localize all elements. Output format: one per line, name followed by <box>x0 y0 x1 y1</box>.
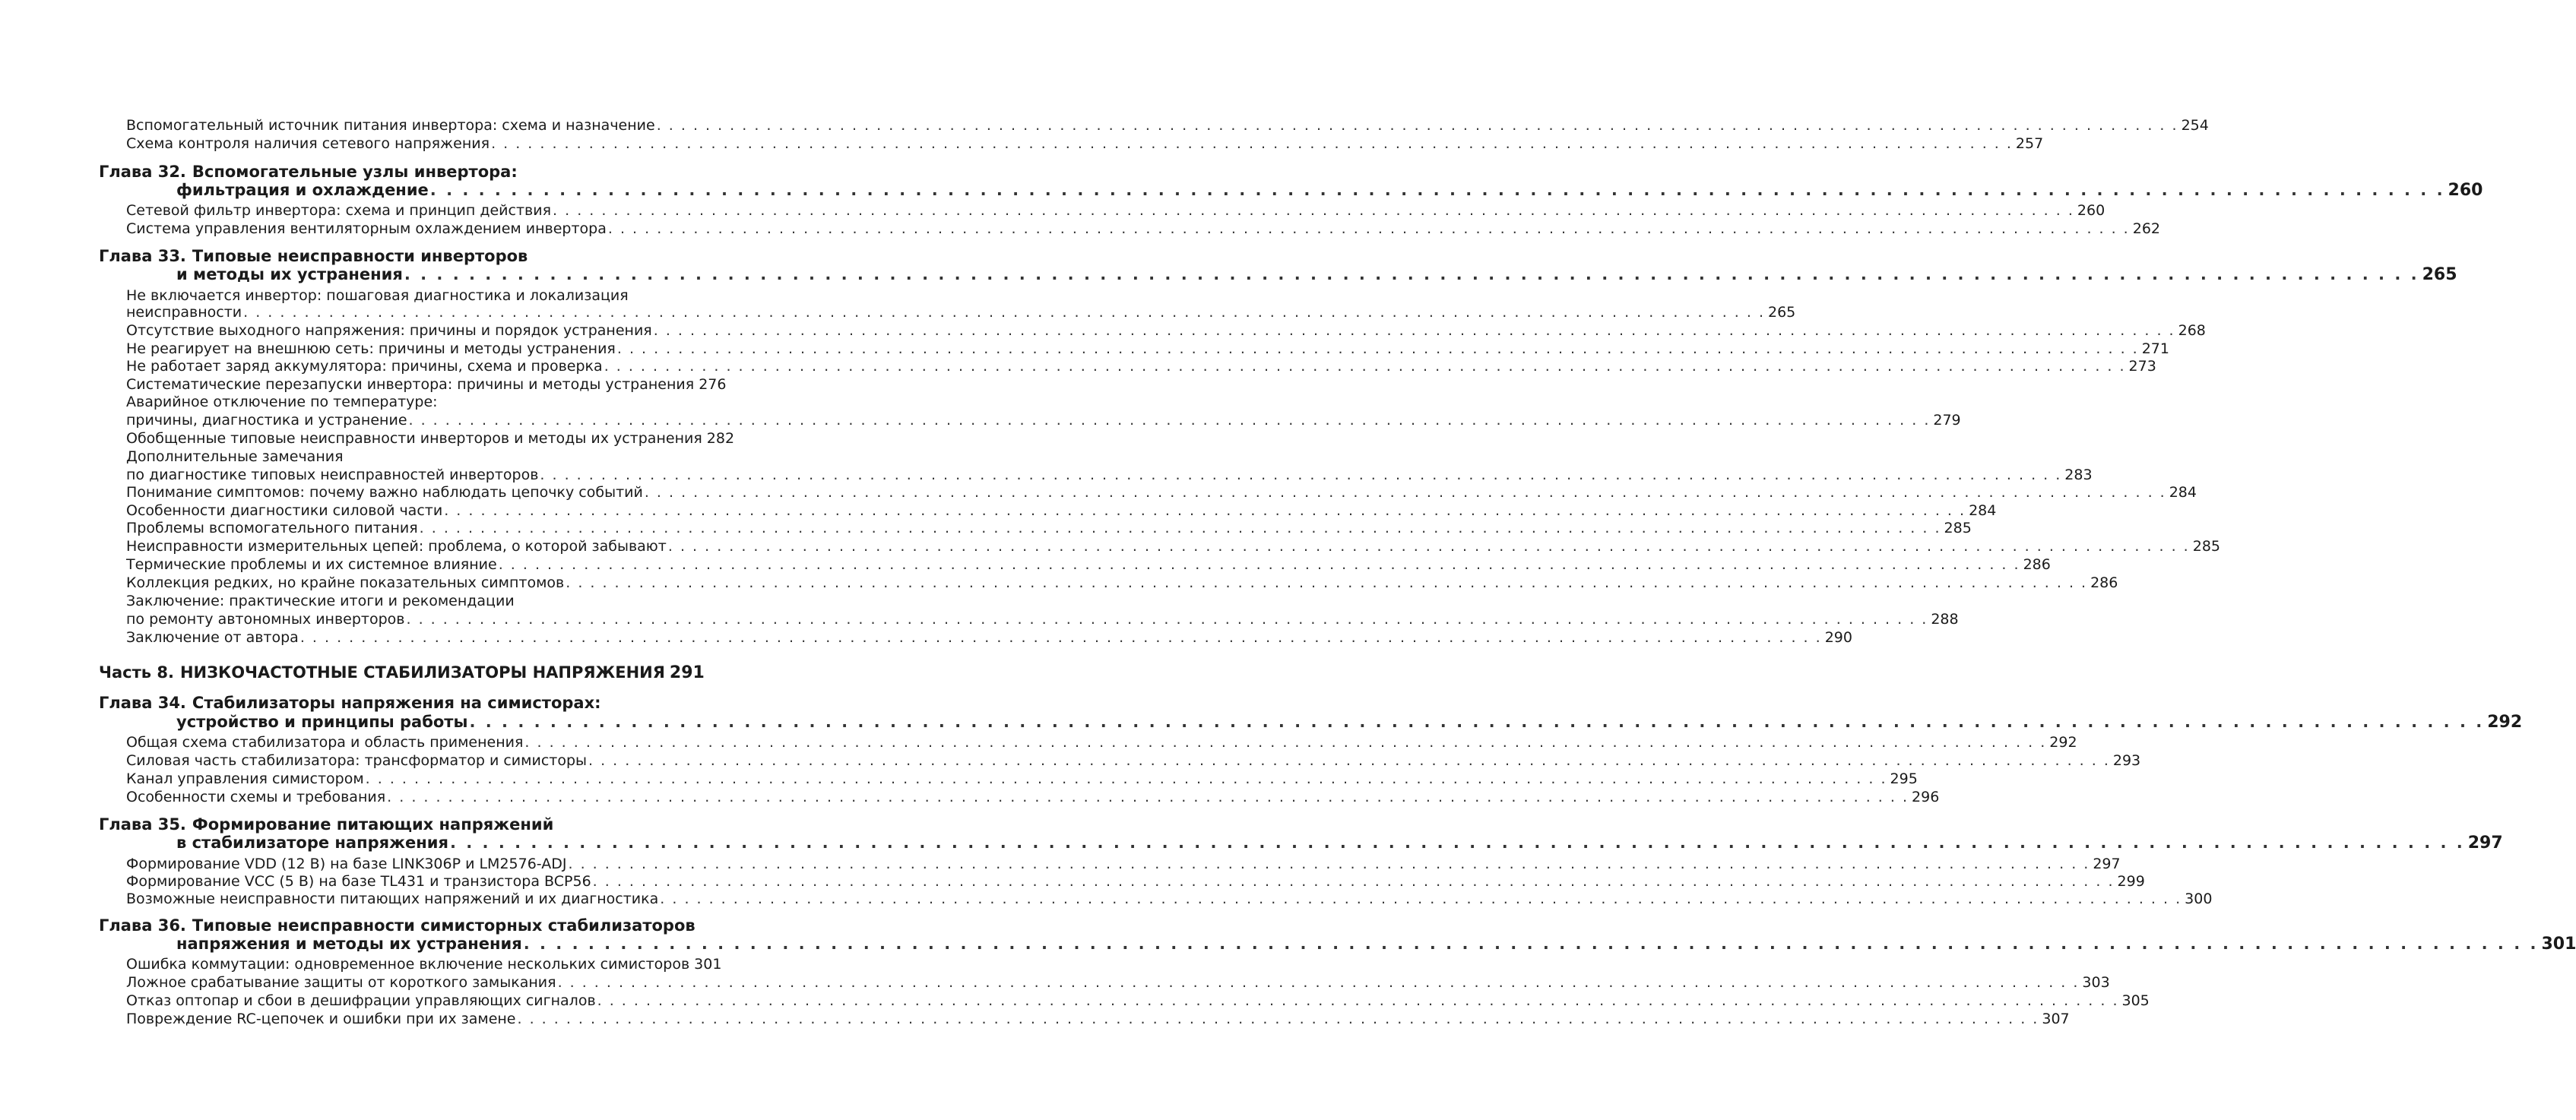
toc-entry-title: Понимание симптомов: почему важно наблюдать цепочку событий <box>126 484 643 501</box>
chapter-title-line2: устройство и принципы работы <box>176 713 468 731</box>
dot-leader <box>409 412 1931 429</box>
toc-entry[interactable] <box>126 467 2093 483</box>
toc-page-number: 254 <box>2181 117 2209 134</box>
toc-entry-title: неисправности <box>126 304 242 321</box>
toc-entry-title: Термические проблемы и их системное влияние <box>126 556 497 573</box>
dot-leader <box>608 220 2130 237</box>
toc-entry-line <box>126 394 703 410</box>
toc-entry[interactable] <box>126 1011 2070 1027</box>
part-heading[interactable] <box>99 663 703 682</box>
toc-entry-title: Возможные неисправности питающих напряжений и их диагностика <box>126 891 659 907</box>
toc-page-number: 297 <box>2467 834 2503 853</box>
toc-entry-line <box>126 448 703 465</box>
toc-entry[interactable] <box>126 789 1940 805</box>
chapter-heading[interactable] <box>99 916 703 935</box>
toc-entry[interactable] <box>126 956 722 973</box>
toc-page-number: 262 <box>2132 220 2160 237</box>
dot-leader <box>518 1011 2039 1027</box>
toc-page-number: 307 <box>2042 1011 2070 1027</box>
chapter-heading-line2 <box>176 265 2457 284</box>
toc-entry-title: Формирование VDD (12 В) на базе LINK306P и LM2576-ADJ <box>126 856 567 872</box>
toc-entry[interactable] <box>126 629 1852 646</box>
toc-page-number: 285 <box>1944 520 1972 536</box>
toc-entry-title: Формирование VCC (5 В) на базе TL431 и транзистора BCP56 <box>126 873 591 890</box>
toc-entry[interactable] <box>126 974 2110 991</box>
toc-page-number: 276 <box>699 376 727 393</box>
dot-leader <box>444 502 1966 519</box>
toc-page-number: 283 <box>2064 467 2093 483</box>
dot-leader <box>568 856 2090 872</box>
dot-leader <box>558 974 2080 991</box>
toc-entry-title: Силовая часть стабилизатора: трансформатор и симисторы <box>126 752 588 769</box>
dot-leader <box>469 713 2484 731</box>
toc-page-number: 305 <box>2121 992 2150 1009</box>
toc-page-number: 285 <box>2192 538 2220 555</box>
chapter-label: Глава 34. <box>99 694 186 712</box>
toc-entry-title: Аварийное отключение по температуре: <box>126 394 438 410</box>
dot-leader <box>387 789 1909 805</box>
chapter-heading[interactable] <box>99 163 703 181</box>
chapter-heading-line2 <box>176 935 2576 954</box>
toc-entry-title: Дополнительные замечания <box>126 448 344 465</box>
toc-entry[interactable] <box>126 611 1959 628</box>
chapter-title-line2: напряжения и методы их устранения <box>176 935 522 953</box>
toc-entry[interactable] <box>126 340 2169 357</box>
toc-entry[interactable] <box>126 376 727 393</box>
toc-entry-title: Обобщенные типовые неисправности инверторов и методы их устранения <box>126 430 702 447</box>
toc-page-number: 279 <box>1933 412 1961 429</box>
toc-page-number: 257 <box>2015 135 2044 152</box>
toc-entry-title: Не работает заряд аккумулятора: причины, схема и проверка <box>126 358 603 375</box>
dot-leader <box>668 538 2190 555</box>
dot-leader <box>597 992 2119 1009</box>
chapter-title-line2: и методы их устранения <box>176 265 403 283</box>
toc-entry[interactable] <box>126 734 2077 751</box>
chapter-title-line1: Формирование питающих напряжений <box>192 815 554 834</box>
toc-entry[interactable] <box>126 992 2150 1009</box>
toc-entry-title: Особенности схемы и требования <box>126 789 386 805</box>
toc-entry-title: Повреждение RC-цепочек и ошибки при их замене <box>126 1011 516 1027</box>
toc-entry[interactable] <box>126 538 2220 555</box>
toc-page-number: 265 <box>1768 304 1796 321</box>
toc-entry[interactable] <box>126 520 1972 536</box>
toc-entry-line <box>126 287 703 304</box>
dot-leader <box>366 770 1887 787</box>
toc-entry[interactable] <box>126 430 735 447</box>
chapter-label: Глава 33. <box>99 247 186 265</box>
dot-leader <box>588 752 2110 769</box>
toc-entry[interactable] <box>126 322 2206 339</box>
toc-entry[interactable] <box>126 220 2160 237</box>
chapter-title-line1: Стабилизаторы напряжения на симисторах: <box>192 694 601 712</box>
toc-page-number: 297 <box>2093 856 2121 872</box>
chapter-heading[interactable] <box>99 815 703 834</box>
toc-entry[interactable] <box>126 873 2145 890</box>
toc-page-number: 260 <box>2448 181 2483 200</box>
dot-leader <box>524 935 2539 953</box>
dot-leader <box>420 520 1941 536</box>
toc-entry[interactable] <box>126 556 2051 573</box>
dot-leader <box>491 135 2013 152</box>
toc-page-number: 268 <box>2178 322 2206 339</box>
toc-entry-title: Заключение от автора <box>126 629 299 646</box>
part-label: Часть 8. <box>99 663 174 682</box>
toc-page-number: 301 <box>694 956 722 973</box>
chapter-title-line1: Типовые неисправности инверторов <box>192 247 528 265</box>
toc-page-number: 284 <box>2169 484 2197 501</box>
toc-entry[interactable] <box>126 202 2105 219</box>
toc-entry-title: Особенности диагностики силовой части <box>126 502 443 519</box>
toc-page-number: 300 <box>2185 891 2213 907</box>
toc-entry-title: Канал управления симистором <box>126 770 364 787</box>
chapter-title-line2: в стабилизаторе напряжения <box>176 834 448 852</box>
chapter-label: Глава 32. <box>99 163 186 181</box>
chapter-title-line1: Типовые неисправности симисторных стабилизаторов <box>192 916 695 935</box>
dot-leader <box>654 322 2175 339</box>
toc-page-number: 286 <box>2090 574 2118 591</box>
dot-leader <box>617 340 2139 357</box>
toc-page-number: 288 <box>1931 611 1959 628</box>
toc-page-number: 292 <box>2487 713 2523 732</box>
toc-entry-title: причины, диагностика и устранение <box>126 412 407 429</box>
toc-page-number: 301 <box>2541 935 2576 954</box>
toc-entry[interactable] <box>126 304 1796 321</box>
toc-entry[interactable] <box>126 412 1961 429</box>
chapter-label: Глава 36. <box>99 916 186 935</box>
toc-entry-title: Система управления вентиляторным охлаждением инвертора <box>126 220 607 237</box>
dot-leader <box>604 358 2126 375</box>
toc-entry-title: Неисправности измерительных цепей: проблема, о которой забывают <box>126 538 667 555</box>
toc-entry-title: Ложное срабатывание защиты от короткого замыкания <box>126 974 556 991</box>
toc-page-number: 271 <box>2141 340 2169 357</box>
toc-entry-title: Схема контроля наличия сетевого напряжения <box>126 135 490 152</box>
toc-entry-title: Отказ оптопар и сбои в дешифрации управляющих сигналов <box>126 992 596 1009</box>
chapter-heading-line2 <box>176 834 2503 853</box>
toc-page-number: 291 <box>669 663 705 682</box>
chapter-heading[interactable] <box>99 247 703 265</box>
toc-entry-title: Коллекция редких, но крайне показательных симптомов <box>126 574 565 591</box>
toc-entry-title: Заключение: практические итоги и рекомендации <box>126 593 515 609</box>
toc-entry[interactable] <box>126 502 1997 519</box>
dot-leader <box>404 265 2419 283</box>
toc-page-number: 303 <box>2082 974 2110 991</box>
toc-entry-title: по диагностике типовых неисправностей инверторов <box>126 467 539 483</box>
part-title: НИЗКОЧАСТОТНЫЕ СТАБИЛИЗАТОРЫ НАПРЯЖЕНИЯ <box>179 663 665 682</box>
toc-page-number: 295 <box>1890 770 1918 787</box>
toc-entry-title: Сетевой фильтр инвертора: схема и принцип действия <box>126 202 552 219</box>
dot-leader <box>657 117 2178 134</box>
toc-entry-title: Ошибка коммутации: одновременное включение нескольких симисторов <box>126 956 690 973</box>
dot-leader <box>566 574 2087 591</box>
toc-entry[interactable] <box>126 117 2209 134</box>
toc-entry[interactable] <box>126 358 2156 375</box>
dot-leader <box>593 873 2115 890</box>
toc-page-number: 273 <box>2128 358 2156 375</box>
toc-entry-line <box>126 593 703 609</box>
dot-leader <box>300 629 1822 646</box>
toc-page-number: 290 <box>1824 629 1852 646</box>
toc-page-number: 286 <box>2023 556 2051 573</box>
toc-entry-title: по ремонту автономных инверторов <box>126 611 405 628</box>
dot-leader <box>540 467 2061 483</box>
dot-leader <box>406 611 1928 628</box>
toc-page-number: 299 <box>2117 873 2145 890</box>
toc-page-number: 293 <box>2112 752 2141 769</box>
toc-entry[interactable] <box>126 856 2121 872</box>
chapter-title-line2: фильтрация и охлаждение <box>176 181 429 199</box>
chapter-heading-line2 <box>176 181 2483 200</box>
dot-leader <box>524 734 2046 751</box>
toc-page-number: 292 <box>2049 734 2077 751</box>
chapter-title-line1: Вспомогательные узлы инвертора: <box>192 163 518 181</box>
dot-leader <box>243 304 1765 321</box>
dot-leader <box>450 834 2465 852</box>
chapter-heading-line2 <box>176 713 2523 732</box>
toc-page-number: 265 <box>2422 265 2457 284</box>
chapter-heading[interactable] <box>99 694 703 712</box>
toc-entry-title: Не реагирует на внешнюю сеть: причины и методы устранения <box>126 340 616 357</box>
dot-leader <box>553 202 2074 219</box>
dot-leader <box>430 181 2445 199</box>
toc-entry-title: Вспомогательный источник питания инвертора: схема и назначение <box>126 117 655 134</box>
toc-entry-title: Не включается инвертор: пошаговая диагностика и локализация <box>126 287 629 304</box>
dot-leader <box>499 556 2020 573</box>
toc-entry[interactable] <box>126 891 2213 907</box>
toc-page-number: 260 <box>2077 202 2105 219</box>
toc-page-number: 284 <box>1969 502 1997 519</box>
toc-entry-title: Систематические перезапуски инвертора: причины и методы устранения <box>126 376 695 393</box>
toc-entry[interactable] <box>126 770 1918 787</box>
toc-entry-title: Общая схема стабилизатора и область применения <box>126 734 524 751</box>
toc-entry[interactable] <box>126 752 2141 769</box>
dot-leader <box>660 891 2182 907</box>
toc-page-number: 296 <box>1912 789 1940 805</box>
toc-page-number: 282 <box>706 430 735 447</box>
toc-entry[interactable] <box>126 484 2197 501</box>
toc-entry-title: Проблемы вспомогательного питания <box>126 520 418 536</box>
toc-entry[interactable] <box>126 135 2044 152</box>
toc-entry-title: Отсутствие выходного напряжения: причины и порядок устранения <box>126 322 652 339</box>
dot-leader <box>645 484 2166 501</box>
chapter-label: Глава 35. <box>99 815 186 834</box>
toc-entry[interactable] <box>126 574 2118 591</box>
